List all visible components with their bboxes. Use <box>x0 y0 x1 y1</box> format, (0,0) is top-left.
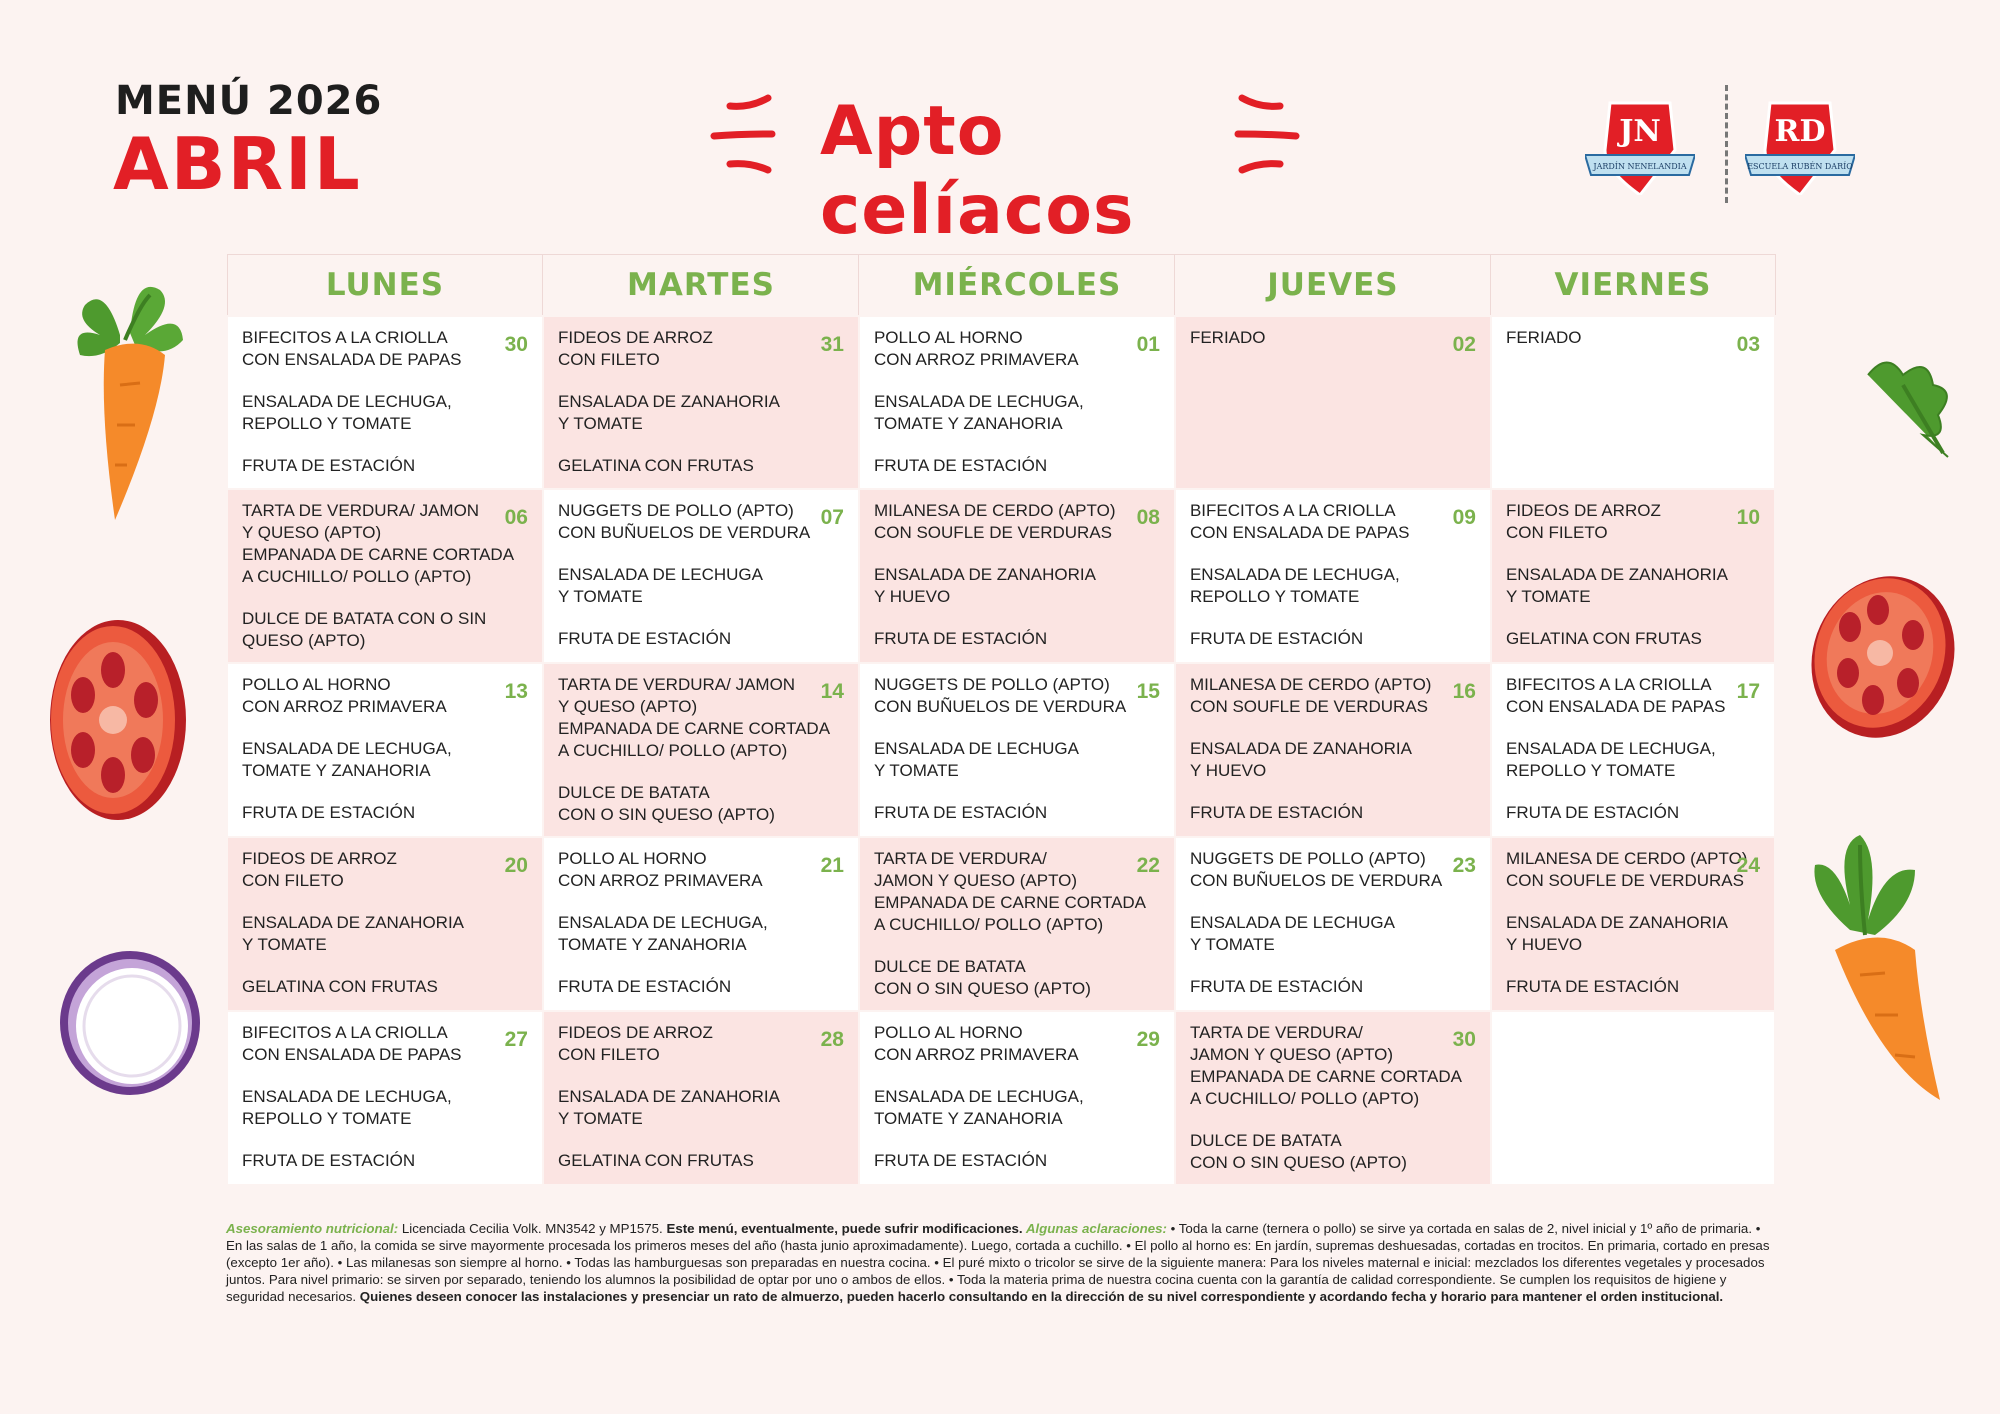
menu-item: FERIADO <box>1505 328 1582 347</box>
day-menu <box>860 664 1174 834</box>
menu-item: FERIADO <box>1189 328 1266 347</box>
menu-item: ENSALADA DE LECHUGA, REPOLLO Y TOMATE <box>1505 739 1716 780</box>
day-cell <box>227 1011 543 1185</box>
notes-label: Algunas aclaraciones: <box>1022 1221 1167 1236</box>
menu-item: FRUTA DE ESTACIÓN <box>1505 803 1680 822</box>
day-number: 30 <box>504 333 528 356</box>
menu-item: GELATINA CON FRUTAS <box>557 456 754 475</box>
right-burst-icon <box>1230 94 1300 174</box>
menu-item: ENSALADA DE ZANAHORIA Y TOMATE <box>1505 565 1728 606</box>
menu-item: FRUTA DE ESTACIÓN <box>557 629 732 648</box>
jn-logo-ribbon: JARDÍN NENELANDIA <box>1593 162 1687 171</box>
day-menu <box>1176 838 1490 1008</box>
day-cell <box>859 663 1175 837</box>
day-cell <box>543 837 859 1011</box>
day-number: 07 <box>820 506 844 529</box>
week-row <box>227 316 1775 489</box>
carrot-icon <box>65 265 195 525</box>
left-burst-icon <box>710 94 780 174</box>
day-number: 06 <box>504 506 528 529</box>
menu-item: MILANESA DE CERDO (APTO) CON SOUFLE DE VERDURAS <box>873 501 1116 542</box>
menu-item: MILANESA DE CERDO (APTO) CON SOUFLE DE VERDURAS <box>1189 675 1432 716</box>
menu-item: FRUTA DE ESTACIÓN <box>557 977 732 996</box>
school-logos <box>1575 85 1875 205</box>
menu-item: TARTA DE VERDURA/ JAMON Y QUESO (APTO) EMPANADA DE CARNE CORTADA A CUCHILLO/ POLLO (APTO) <box>873 849 1147 934</box>
menu-item: DULCE DE BATATA CON O SIN QUESO (APTO) <box>873 957 1091 998</box>
day-number: 15 <box>1136 680 1160 703</box>
week-row <box>227 837 1775 1011</box>
day-menu <box>860 1012 1174 1182</box>
day-menu <box>1176 664 1490 834</box>
day-cell <box>1491 1011 1775 1185</box>
day-cell <box>859 316 1175 489</box>
menu-item: NUGGETS DE POLLO (APTO) CON BUÑUELOS DE VERDURA <box>873 675 1127 716</box>
menu-item: ENSALADA DE LECHUGA, REPOLLO Y TOMATE <box>242 1087 452 1128</box>
rd-logo-ribbon: ESCUELA RUBÉN DARÍO <box>1747 162 1853 171</box>
menu-item: POLLO AL HORNO CON ARROZ PRIMAVERA <box>242 675 447 716</box>
menu-item: POLLO AL HORNO CON ARROZ PRIMAVERA <box>873 1023 1079 1064</box>
menu-item: ENSALADA DE ZANAHORIA Y TOMATE <box>242 913 465 954</box>
menu-item: ENSALADA DE ZANAHORIA Y HUEVO <box>1189 739 1412 780</box>
menu-item: FIDEOS DE ARROZ CON FILETO <box>242 849 397 890</box>
menu-item: FRUTA DE ESTACIÓN <box>1189 803 1364 822</box>
day-number: 03 <box>1736 333 1760 356</box>
menu-item: FRUTA DE ESTACIÓN <box>873 1151 1048 1170</box>
menu-item: ENSALADA DE LECHUGA, REPOLLO Y TOMATE <box>242 392 452 433</box>
menu-item: FRUTA DE ESTACIÓN <box>242 803 416 822</box>
menu-item: FRUTA DE ESTACIÓN <box>242 1151 416 1170</box>
day-number: 27 <box>504 1028 528 1051</box>
menu-item: FIDEOS DE ARROZ CON FILETO <box>557 1023 713 1064</box>
day-menu <box>1176 1012 1490 1184</box>
weekday-martes: MARTES <box>543 255 859 317</box>
tomato-slice-icon <box>38 615 188 825</box>
day-cell <box>1175 837 1491 1011</box>
day-cell <box>227 837 543 1011</box>
tomato-slice-icon <box>1808 565 1958 745</box>
day-cell <box>543 316 859 489</box>
day-cell <box>543 663 859 837</box>
menu-item: ENSALADA DE ZANAHORIA Y HUEVO <box>1505 913 1728 954</box>
parsley-icon <box>1848 345 1958 460</box>
menu-item: FRUTA DE ESTACIÓN <box>873 803 1048 822</box>
day-menu <box>860 490 1174 660</box>
week-row <box>227 663 1775 837</box>
page-title: Apto celíacos <box>820 92 1135 250</box>
menu-item: TARTA DE VERDURA/ JAMON Y QUESO (APTO) EMPANADA DE CARNE CORTADA A CUCHILLO/ POLLO (APTO) <box>242 501 515 586</box>
month-title: ABRIL <box>113 122 362 206</box>
notice-text: Este menú, eventualmente, puede sufrir modificaciones. <box>666 1221 1023 1236</box>
day-number: 31 <box>820 333 844 356</box>
menu-item: GELATINA CON FRUTAS <box>557 1151 754 1170</box>
onion-slice-icon <box>58 948 203 1098</box>
day-cell <box>1175 1011 1491 1185</box>
menu-item: ENSALADA DE LECHUGA, REPOLLO Y TOMATE <box>1189 565 1400 606</box>
day-menu <box>1492 664 1774 834</box>
day-menu <box>1176 317 1490 359</box>
menu-calendar <box>226 254 1776 1186</box>
footer-notes <box>226 1220 1776 1305</box>
day-number: 24 <box>1736 854 1760 877</box>
menu-item: FRUTA DE ESTACIÓN <box>242 456 416 475</box>
day-menu <box>228 490 542 662</box>
menu-item: FRUTA DE ESTACIÓN <box>1505 977 1680 996</box>
menu-item: FIDEOS DE ARROZ CON FILETO <box>557 328 713 369</box>
day-number: 01 <box>1136 333 1160 356</box>
day-number: 21 <box>820 854 844 877</box>
menu-item: ENSALADA DE LECHUGA, TOMATE Y ZANAHORIA <box>242 739 452 780</box>
day-menu <box>228 664 542 834</box>
menu-item: FRUTA DE ESTACIÓN <box>1189 977 1364 996</box>
day-number: 30 <box>1452 1028 1476 1051</box>
menu-item: FRUTA DE ESTACIÓN <box>873 629 1048 648</box>
day-cell <box>1491 489 1775 663</box>
day-number: 22 <box>1136 854 1160 877</box>
menu-item: BIFECITOS A LA CRIOLLA CON ENSALADA DE PAPAS <box>1189 501 1410 542</box>
day-menu <box>860 317 1174 487</box>
jn-logo-initials: JN <box>1619 114 1661 149</box>
day-menu <box>544 1012 858 1182</box>
day-menu <box>228 838 542 1008</box>
day-number: 10 <box>1736 506 1760 529</box>
menu-item: GELATINA CON FRUTAS <box>1505 629 1702 648</box>
menu-item: ENSALADA DE LECHUGA Y TOMATE <box>873 739 1079 780</box>
day-cell <box>859 1011 1175 1185</box>
day-menu <box>1176 490 1490 660</box>
day-menu <box>544 490 858 660</box>
menu-item: GELATINA CON FRUTAS <box>242 977 438 996</box>
day-cell <box>543 489 859 663</box>
day-menu <box>544 317 858 487</box>
day-menu <box>544 664 858 836</box>
menu-year: MENÚ 2026 <box>115 78 383 124</box>
day-menu <box>544 838 858 1008</box>
menu-item: NUGGETS DE POLLO (APTO) CON BUÑUELOS DE VERDURA <box>1189 849 1443 890</box>
title-block <box>700 80 1320 250</box>
day-number: 17 <box>1736 680 1760 703</box>
closing-text: Quienes deseen conocer las instalaciones y presenciar un rato de almuerzo, pueden hacerlo consultando en la dirección de su nivel correspondiente y acordando fecha y horario para mantener el orden institucional. <box>359 1289 1724 1304</box>
menu-item: ENSALADA DE ZANAHORIA Y HUEVO <box>873 565 1096 606</box>
day-number: 29 <box>1136 1028 1160 1051</box>
advice-label: Asesoramiento nutricional: <box>226 1221 399 1236</box>
week-row <box>227 489 1775 663</box>
day-menu <box>1492 1012 1774 1032</box>
menu-item: TARTA DE VERDURA/ JAMON Y QUESO (APTO) EMPANADA DE CARNE CORTADA A CUCHILLO/ POLLO (APTO) <box>557 675 831 760</box>
day-cell <box>1175 663 1491 837</box>
weekday-jueves: JUEVES <box>1175 255 1491 317</box>
rd-logo-initials: RD <box>1774 114 1826 149</box>
day-number: 02 <box>1452 333 1476 356</box>
day-menu <box>228 317 542 487</box>
day-number: 20 <box>504 854 528 877</box>
weekday-viernes: VIERNES <box>1491 255 1775 317</box>
day-menu <box>1492 838 1774 1008</box>
menu-item: DULCE DE BATATA CON O SIN QUESO (APTO) <box>557 783 775 824</box>
menu-item: BIFECITOS A LA CRIOLLA CON ENSALADA DE PAPAS <box>242 328 462 369</box>
notes-text: • Toda la carne (ternera o pollo) se sirve ya cortada en salas de 2, nivel inicial y 1º año de primaria. • En las salas de 1 año, la comida se sirve mayormente procesada los primeros meses del año (hasta junio aproximadamente). Luego, cortada a cuchillo. • El pollo al horno es: En jardín, supremas deshuesadas, cortadas en trocitos. En primaria, cortado en presas (excepto 1er año). • Las milanesas son siempre al horno. • Todas las hamburguesas son preparadas en nuestra cocina. • El puré mixto o tricolor se sirve de la siguiente manera: Para los niveles maternal e inicial: mezclados los diferentes vegetales y procesados juntos. Para nivel primario: se sirven por separado, teniendo los alumnos la posibilidad de optar por uno o ambos de ellos. • Toda la materia prima de nuestra cocina cuenta con la garantía de calidad correspondiente. Se cumplen los requisitos de higiene y seguridad necesarios. <box>226 1221 1770 1304</box>
menu-item: MILANESA DE CERDO (APTO) CON SOUFLE DE VERDURAS <box>1505 849 1748 890</box>
day-number: 16 <box>1452 680 1476 703</box>
day-cell <box>1491 837 1775 1011</box>
day-cell <box>1491 663 1775 837</box>
menu-item: ENSALADA DE LECHUGA, TOMATE Y ZANAHORIA <box>873 392 1084 433</box>
day-cell <box>859 489 1175 663</box>
menu-item: FIDEOS DE ARROZ CON FILETO <box>1505 501 1661 542</box>
day-cell <box>227 316 543 489</box>
day-number: 14 <box>820 680 844 703</box>
menu-item: NUGGETS DE POLLO (APTO) CON BUÑUELOS DE VERDURA <box>557 501 811 542</box>
advice-text: Licenciada Cecilia Volk. MN3542 y MP1575. <box>398 1221 667 1236</box>
day-cell <box>1491 316 1775 489</box>
day-cell <box>227 663 543 837</box>
menu-item: ENSALADA DE ZANAHORIA Y TOMATE <box>557 1087 780 1128</box>
day-cell <box>543 1011 859 1185</box>
menu-item: POLLO AL HORNO CON ARROZ PRIMAVERA <box>557 849 763 890</box>
menu-item: ENSALADA DE LECHUGA Y TOMATE <box>1189 913 1395 954</box>
day-number: 09 <box>1452 506 1476 529</box>
jn-logo-icon <box>1585 95 1695 195</box>
day-menu <box>1492 317 1774 359</box>
menu-item: ENSALADA DE LECHUGA, TOMATE Y ZANAHORIA <box>873 1087 1084 1128</box>
menu-item: FRUTA DE ESTACIÓN <box>873 456 1048 475</box>
day-number: 28 <box>820 1028 844 1051</box>
day-cell <box>1175 316 1491 489</box>
day-cell <box>1175 489 1491 663</box>
week-row <box>227 1011 1775 1185</box>
day-cell <box>227 489 543 663</box>
day-number: 13 <box>504 680 528 703</box>
menu-item: DULCE DE BATATA CON O SIN QUESO (APTO) <box>242 609 487 650</box>
carrot-icon <box>1790 825 1960 1105</box>
menu-item: BIFECITOS A LA CRIOLLA CON ENSALADA DE PAPAS <box>1505 675 1726 716</box>
menu-item: BIFECITOS A LA CRIOLLA CON ENSALADA DE PAPAS <box>242 1023 462 1064</box>
menu-item: ENSALADA DE ZANAHORIA Y TOMATE <box>557 392 780 433</box>
day-cell <box>859 837 1175 1011</box>
menu-item: FRUTA DE ESTACIÓN <box>1189 629 1364 648</box>
menu-item: ENSALADA DE LECHUGA Y TOMATE <box>557 565 763 606</box>
menu-item: TARTA DE VERDURA/ JAMON Y QUESO (APTO) EMPANADA DE CARNE CORTADA A CUCHILLO/ POLLO (APTO) <box>1189 1023 1463 1108</box>
rd-logo-icon <box>1745 95 1855 195</box>
weeks-body <box>227 316 1775 1185</box>
weekday-miercoles: MIÉRCOLES <box>859 255 1175 317</box>
day-menu <box>860 838 1174 1010</box>
menu-item: ENSALADA DE LECHUGA, TOMATE Y ZANAHORIA <box>557 913 768 954</box>
menu-item: DULCE DE BATATA CON O SIN QUESO (APTO) <box>1189 1131 1407 1172</box>
weekday-lunes: LUNES <box>227 255 543 317</box>
day-menu <box>1492 490 1774 660</box>
day-number: 08 <box>1136 506 1160 529</box>
weekday-header-row <box>227 255 1775 317</box>
day-number: 23 <box>1452 854 1476 877</box>
menu-item: POLLO AL HORNO CON ARROZ PRIMAVERA <box>873 328 1079 369</box>
day-menu <box>228 1012 542 1182</box>
logo-separator <box>1725 85 1728 203</box>
